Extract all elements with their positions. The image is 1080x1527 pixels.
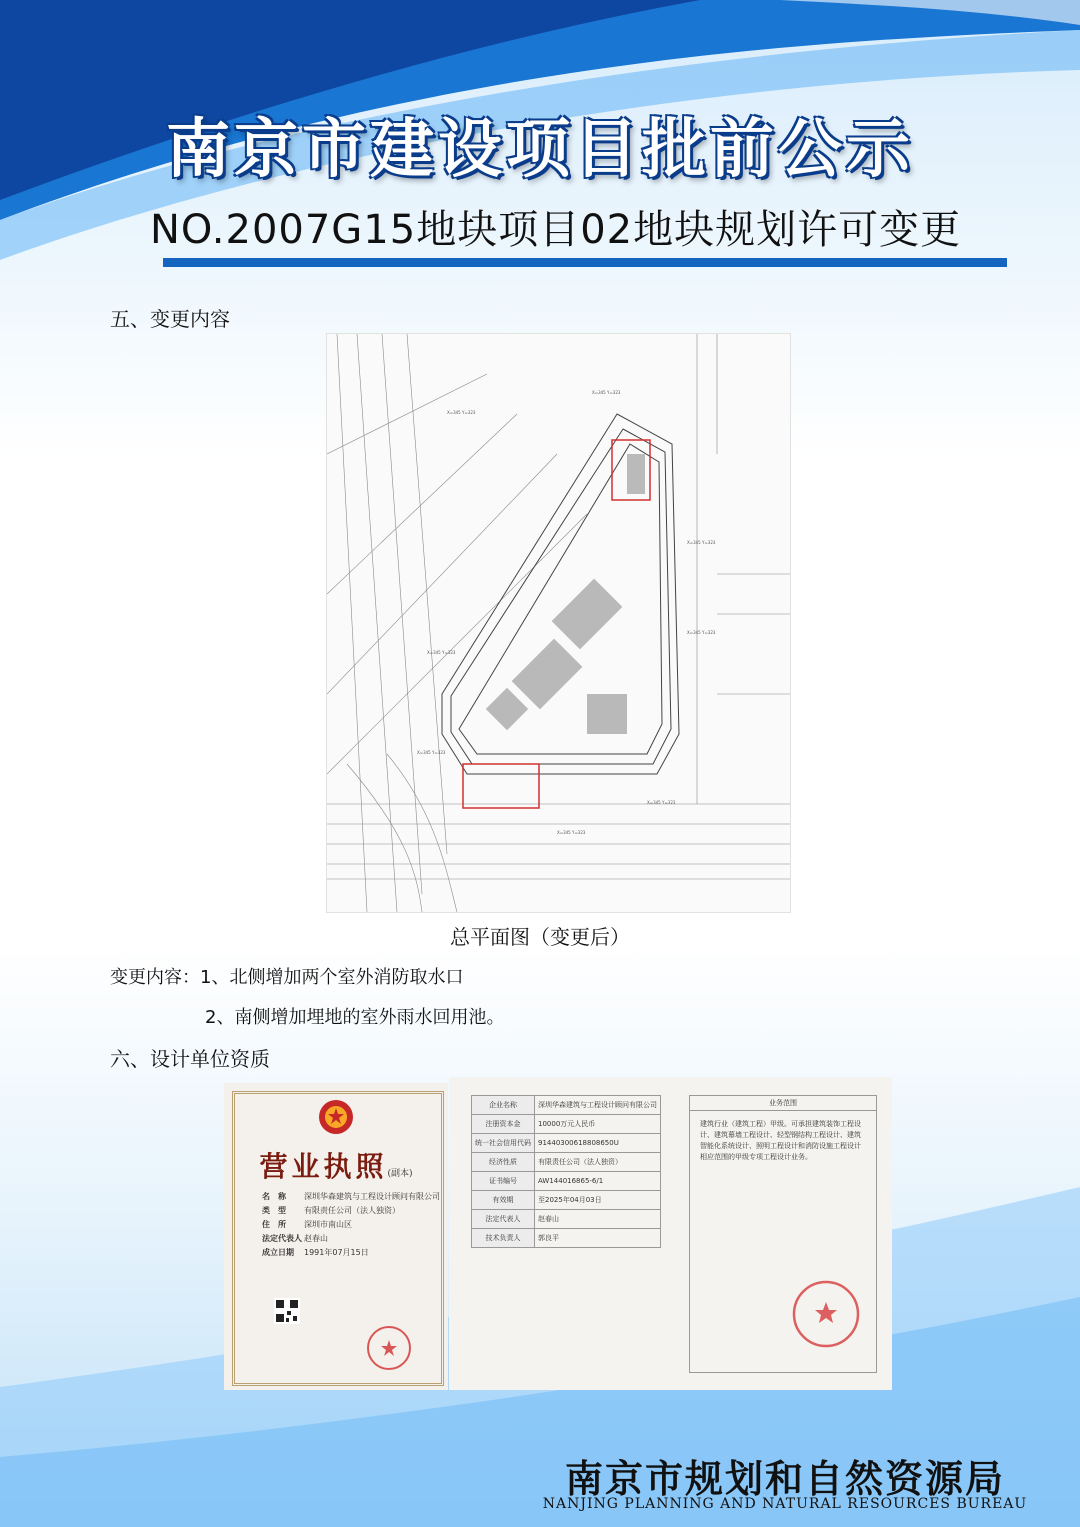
changes-label: 变更内容：: [110, 967, 200, 988]
official-seal-icon: [364, 1323, 414, 1373]
footer-org-name: 南京市规划和自然资源局: [564, 1456, 1005, 1501]
license-row: 类 型 有限责任公司（法人独资）: [262, 1206, 400, 1215]
site-plan-drawing: [326, 333, 791, 913]
change-item-2: 2、南侧增加埋地的室外雨水回用池。: [205, 1007, 505, 1028]
table-row: 技术负责人 郭良平: [472, 1229, 661, 1248]
business-scope-heading: 业务范围: [690, 1096, 876, 1111]
official-seal-icon: [789, 1277, 863, 1351]
license-row: 法定代表人 赵春山: [262, 1234, 328, 1243]
license-row: 成立日期 1991年07月15日: [262, 1248, 369, 1257]
qr-code-icon: [274, 1298, 300, 1324]
page-title: 南京市建设项目批前公示: [166, 112, 914, 187]
site-plan-image: [327, 334, 790, 912]
qualification-certificate-image: [449, 1077, 892, 1390]
table-row: 经济性质 有限责任公司（法人独资）: [472, 1153, 661, 1172]
svg-text:X=345 Y=323: X=345 Y=323: [557, 830, 586, 835]
svg-text:X=345 Y=323: X=345 Y=323: [647, 800, 676, 805]
license-title: [224, 1145, 448, 1185]
table-row: 注册资本金 10000万元人民币: [472, 1115, 661, 1134]
south-change-marker: [463, 764, 539, 808]
change-item-1: [110, 963, 463, 989]
section-heading-changes: 五、变更内容: [110, 307, 230, 331]
business-license-image: [224, 1083, 448, 1390]
page-subtitle: NO.2007G15地块项目02地块规划许可变更: [150, 207, 962, 253]
footer-org-name-en: NANJING PLANNING AND NATURAL RESOURCES BUREAU: [542, 1496, 1028, 1512]
table-row: 统一社会信用代码 91440300618808650U: [472, 1134, 661, 1153]
site-plan-caption: 总平面图（变更后）: [450, 925, 630, 949]
svg-text:X=345 Y=323: X=345 Y=323: [687, 540, 716, 545]
table-row: 有效期 至2025年04月03日: [472, 1191, 661, 1210]
svg-text:X=345 Y=323: X=345 Y=323: [417, 750, 446, 755]
table-row: 证书编号 AW144016865-6/1: [472, 1172, 661, 1191]
svg-text:X=345 Y=323: X=345 Y=323: [687, 630, 716, 635]
svg-text:X=345 Y=323: X=345 Y=323: [592, 390, 621, 395]
title-divider: [163, 258, 1007, 267]
svg-text:X=345 Y=323: X=345 Y=323: [447, 410, 476, 415]
business-scope-text: 建筑行业（建筑工程）甲级。可承担建筑装饰工程设计、建筑幕墙工程设计、轻型钢结构工程设计、建筑智能化系统设计、照明工程设计和消防设施工程设计相应范围的甲级专项工程设计业务。: [700, 1120, 861, 1161]
svg-text:X=345 Y=323: X=345 Y=323: [427, 650, 456, 655]
table-row: 法定代表人 赵春山: [472, 1210, 661, 1229]
qualification-table: [471, 1095, 661, 1248]
national-emblem-icon: [316, 1097, 356, 1137]
license-title-text: 营业执照: [259, 1150, 388, 1183]
license-copy-note: (副本): [387, 1169, 413, 1179]
table-row: 企业名称 深圳华森建筑与工程设计顾问有限公司: [472, 1096, 661, 1115]
license-row: 住 所 深圳市南山区: [262, 1220, 352, 1229]
change-item-1-text: 1、北侧增加两个室外消防取水口: [200, 967, 464, 988]
section-heading-qualification: 六、设计单位资质: [110, 1047, 270, 1071]
license-row: 名 称 深圳华森建筑与工程设计顾问有限公司: [262, 1192, 440, 1201]
